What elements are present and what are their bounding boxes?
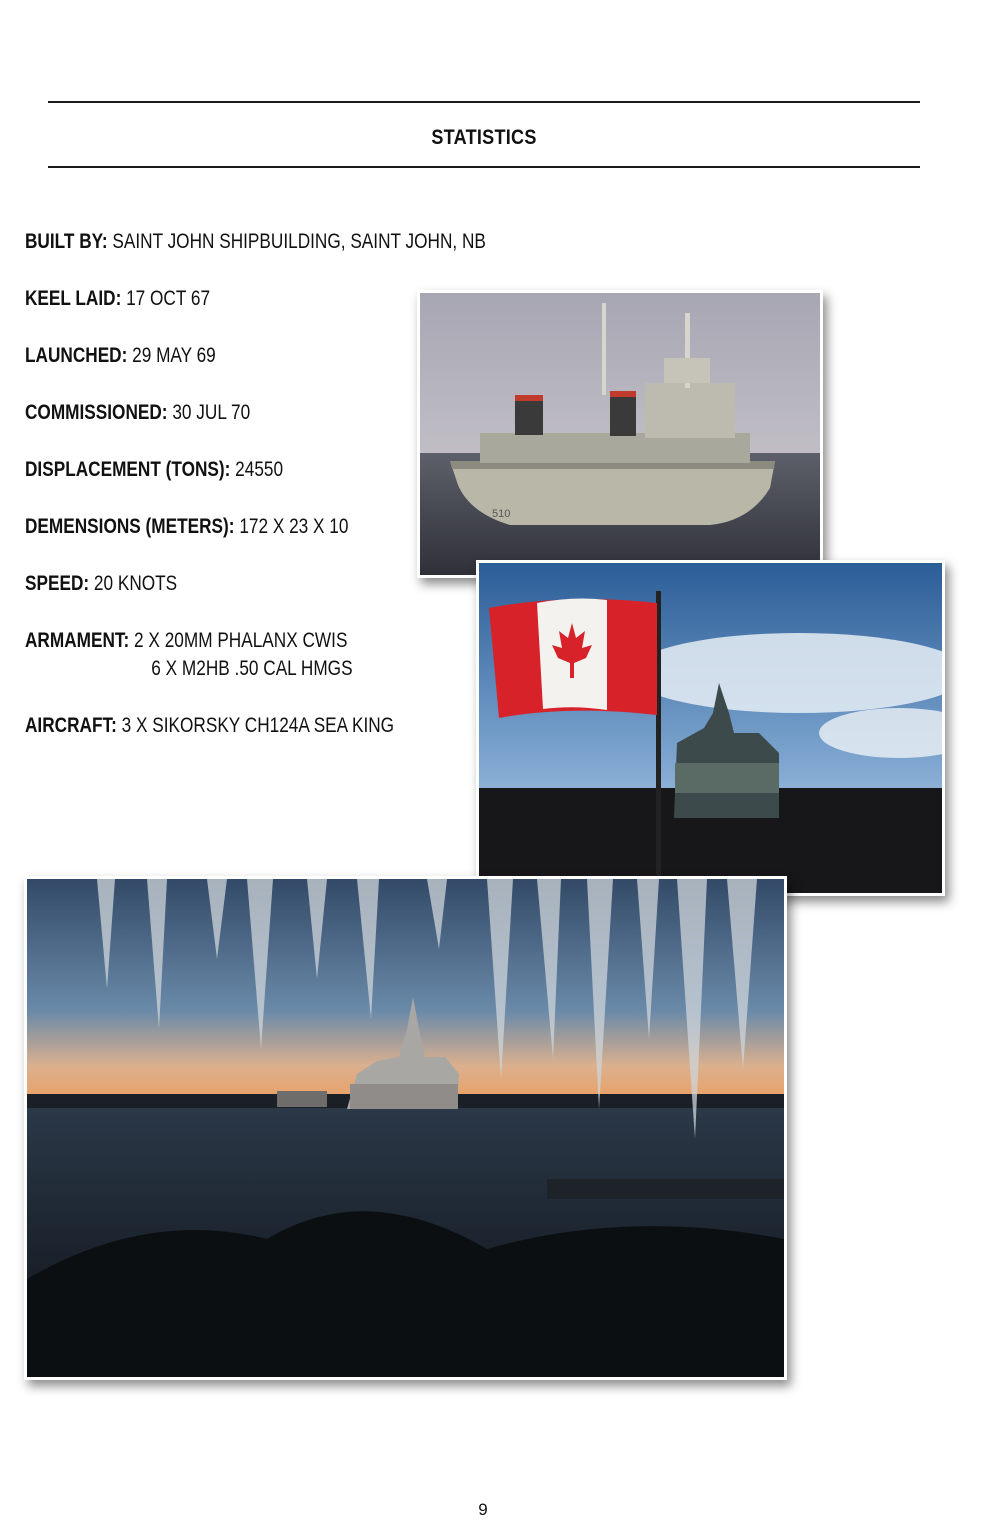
stat-label: AIRCRAFT: — [25, 714, 117, 737]
top-rule — [48, 101, 920, 103]
stat-value: 30 JUL 70 — [172, 401, 251, 424]
flag-ship-image — [479, 563, 942, 893]
section-heading: STATISTICS — [431, 126, 537, 149]
stat-value: 17 OCT 67 — [126, 287, 211, 310]
stat-label: SPEED: — [25, 572, 90, 595]
stat-value: 3 X SIKORSKY CH124A SEA KING — [121, 714, 395, 737]
heading-underline — [48, 166, 920, 168]
stat-label: COMMISSIONED: — [25, 401, 168, 424]
stat-speed — [25, 570, 177, 598]
stat-value: 2 X 20MM PHALANX CWIS — [134, 629, 348, 652]
stat-label: DEMENSIONS (METERS): — [25, 515, 235, 538]
stat-label: ARMAMENT: — [25, 629, 130, 652]
stat-displacement — [25, 456, 283, 484]
stat-keel-laid — [25, 285, 210, 313]
hull-number: 510 — [492, 508, 511, 520]
photo-flag-and-ship — [476, 560, 945, 896]
photo-icicles-harbour — [24, 876, 787, 1380]
icicles-harbour-image — [27, 879, 784, 1377]
stat-dimensions — [25, 513, 348, 541]
stat-armament — [25, 627, 353, 683]
stat-label: BUILT BY: — [25, 230, 108, 253]
stat-aircraft — [25, 712, 394, 740]
stat-value: 29 MAY 69 — [132, 344, 216, 367]
stat-label: DISPLACEMENT (TONS): — [25, 458, 231, 481]
photo-ship-at-sea — [417, 290, 823, 578]
page-number: 9 — [478, 1500, 488, 1519]
stat-value-continued: 6 X M2HB .50 CAL HMGS — [151, 657, 353, 680]
stat-value: 172 X 23 X 10 — [239, 515, 349, 538]
stat-value: 24550 — [235, 458, 284, 481]
stat-launched — [25, 342, 216, 370]
stat-built-by — [25, 228, 486, 256]
stat-commissioned — [25, 399, 250, 427]
stat-label: LAUNCHED: — [25, 344, 128, 367]
stat-label: KEEL LAID: — [25, 287, 122, 310]
ship-at-sea-image — [420, 293, 820, 575]
stat-value: 20 KNOTS — [93, 572, 178, 595]
stat-value: SAINT JOHN SHIPBUILDING, SAINT JOHN, NB — [112, 230, 486, 253]
